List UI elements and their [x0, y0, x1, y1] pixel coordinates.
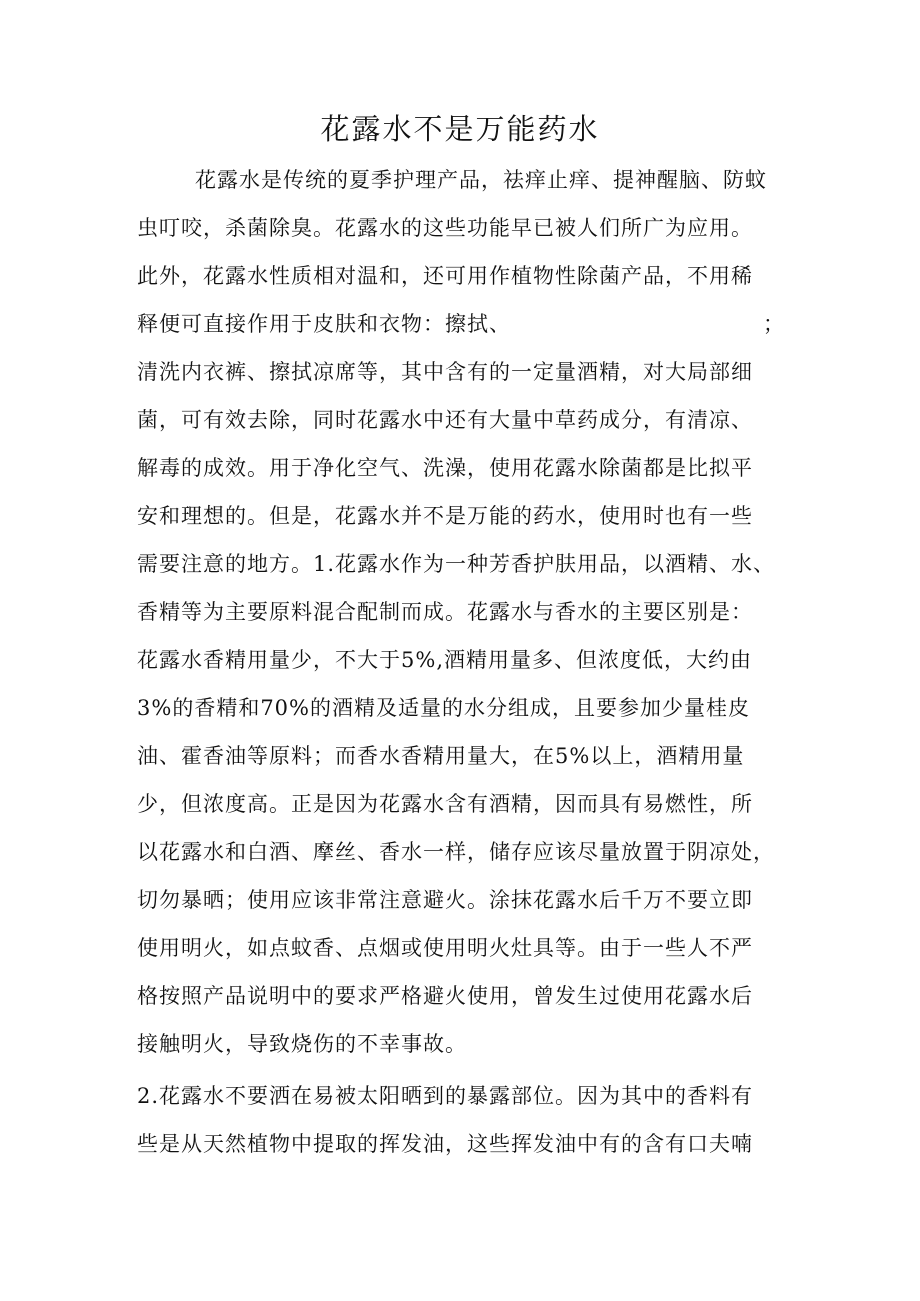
paragraph-line: 油、霍香油等原料；而香水香精用量大，在5%以上，酒精用量	[137, 744, 745, 768]
paragraph-line: 些是从天然植物中提取的挥发油，这些挥发油中有的含有口夫喃	[137, 1132, 753, 1156]
paragraph-line: 2.花露水不要洒在易被太阳晒到的暴露部位。因为其中的香料有	[137, 1084, 754, 1108]
paragraph-line: 此外，花露水性质相对温和，还可用作植物性除菌产品，不用稀	[137, 264, 753, 288]
paragraph-line: 少，但浓度高。正是因为花露水含有酒精，因而具有易燃性，所	[137, 792, 753, 816]
paragraph-line: 以花露水和白酒、摩丝、香水一样，储存应该尽量放置于阴凉处，	[137, 840, 775, 864]
semicolon-mark: ；	[763, 312, 784, 336]
paragraph-line: 花露水香精用量少，不大于5%,酒精用量多、但浓度低，大约由	[137, 648, 752, 672]
paragraph-line: 3%的香精和70%的酒精及适量的水分组成，且要参加少量桂皮	[137, 696, 750, 720]
paragraph-line: 释便可直接作用于皮肤和衣物：擦拭、	[137, 312, 511, 336]
paragraph-line: 切勿暴晒；使用应该非常注意避火。涂抹花露水后千万不要立即	[137, 888, 753, 912]
paragraph-line: 使用明火，如点蚊香、点烟或使用明火灶具等。由于一些人不严	[137, 936, 753, 960]
paragraph-line: 香精等为主要原料混合配制而成。花露水与香水的主要区别是：	[137, 600, 753, 624]
paragraph-line: 格按照产品说明中的要求严格避火使用，曾发生过使用花露水后	[137, 984, 753, 1008]
paragraph-line: 清洗内衣裤、擦拭凉席等，其中含有的一定量酒精，对大局部细	[137, 360, 753, 384]
paragraph-line: 接触明火，导致烧伤的不幸事故。	[137, 1032, 467, 1056]
paragraph-line: 花露水是传统的夏季护理产品，祛痒止痒、提神醒脑、防蚊	[195, 168, 767, 192]
paragraph-line: 菌，可有效去除，同时花露水中还有大量中草药成分，有清凉、	[137, 408, 753, 432]
document-title: 花露水不是万能药水	[320, 112, 600, 146]
paragraph-line: 需要注意的地方。1.花露水作为一种芳香护肤用品，以酒精、水、	[137, 552, 776, 576]
paragraph-line: 虫叮咬，杀菌除臭。花露水的这些功能早已被人们所广为应用。	[137, 216, 753, 240]
paragraph-line: 解毒的成效。用于净化空气、洗澡，使用花露水除菌都是比拟平	[137, 456, 753, 480]
paragraph-line: 安和理想的。但是，花露水并不是万能的药水，使用时也有一些	[137, 504, 753, 528]
